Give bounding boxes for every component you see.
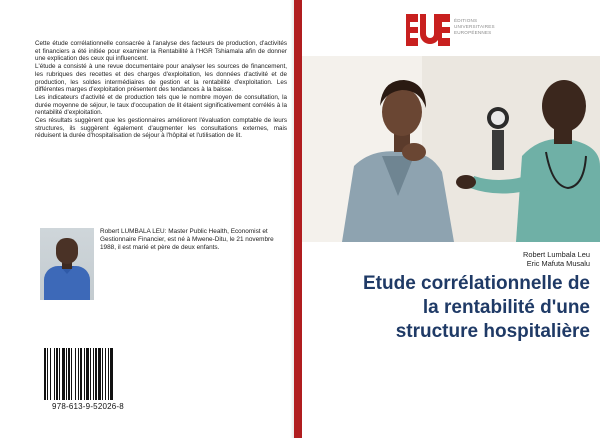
barcode-icon (44, 348, 134, 400)
barcode-bar (50, 348, 51, 400)
barcode-bar (78, 348, 79, 400)
author-names (523, 250, 590, 268)
publisher-line: ÉDITIONS (454, 18, 478, 23)
barcode-bar (44, 348, 46, 400)
cover-photo (302, 56, 600, 242)
front-cover (302, 0, 600, 438)
title-line: la rentabilité d'une (422, 297, 590, 318)
barcode-bar (95, 348, 97, 400)
blurb-paragraph: L'étude a consisté à une revue documentaire pour analyser les sources de financement, les rubriques des recettes et des charges d'exploitation, les données d'activité et de production, les soldes intermédiaires de gestion et la rentabilité d'exploitation. Les différentes marges d'exploitation présentent des tendances à la baisse. (35, 63, 287, 94)
back-cover-blurb (35, 40, 287, 140)
publisher-logo (406, 12, 516, 50)
barcode-bar (108, 348, 109, 400)
publisher-line: EUROPÉENNES (454, 30, 492, 35)
barcode-bar (75, 348, 76, 400)
barcode-bar (56, 348, 58, 400)
barcode-bar (105, 348, 106, 400)
author-bio: Robert LUMBALA LEU: Master Public Health, Economist et Gestionnaire Financier, est né à Mwene-Ditu, le 21 novembre 1988, il est marié et père de deux enfants. (100, 228, 274, 251)
barcode-bar (80, 348, 82, 400)
book-title (330, 272, 590, 344)
barcode-bar (98, 348, 101, 400)
barcode-bar (59, 348, 60, 400)
author-photo (40, 228, 94, 300)
blurb-paragraph: Les indicateurs d'activité et de production tels que le nombre moyen de consultation, la durée moyenne de séjour, le taux d'occupation de lit étaient significativement corrélés à la rentabilité d'exploitation. (35, 93, 287, 117)
isbn-number: 978-613-9-52026-8 (52, 402, 124, 411)
back-cover (18, 14, 290, 434)
publisher-name (454, 18, 495, 36)
title-line: Etude corrélationnelle de (363, 273, 590, 294)
blurb-paragraph: Cette étude corrélationnelle consacrée à l'analyse des facteurs de production, d'activités et financiers a été initiée pour examiner la Rentabilité à l'HGR Tshiamala afin de donner une explication des ceux qui influencent. (35, 40, 287, 63)
blurb-paragraph: Ces résultats suggèrent que les gestionnaires améliorent l'évaluation comptable de leurs structures, ils suggèrent également d'augmenter les consultations externes, mais réduisent la durée d'hospitalisation de séjour à l'hôpital et l'utilisation de lit. (35, 117, 287, 140)
book-spine (294, 0, 302, 438)
barcode-bar (54, 348, 55, 400)
barcode-bar (66, 348, 67, 400)
barcode-block (38, 344, 138, 418)
barcode-bar (84, 348, 85, 400)
barcode-bar (110, 348, 113, 400)
title-line: structure hospitalière (395, 321, 590, 342)
barcode-bar (62, 348, 65, 400)
author-head (56, 238, 78, 264)
publisher-line: UNIVERSITAIRES (454, 24, 495, 29)
barcode-bar (93, 348, 94, 400)
author-name: Eric Mafuta Musalu (526, 259, 590, 268)
author-name: Robert Lumbala Leu (523, 250, 590, 259)
barcode-bar (102, 348, 103, 400)
barcode-bar (68, 348, 70, 400)
barcode-bar (71, 348, 72, 400)
barcode-bar (86, 348, 89, 400)
barcode-bar (47, 348, 48, 400)
barcode-bar (90, 348, 91, 400)
doctor-patient-illustration (302, 56, 600, 242)
eue-logo-icon (406, 12, 450, 48)
